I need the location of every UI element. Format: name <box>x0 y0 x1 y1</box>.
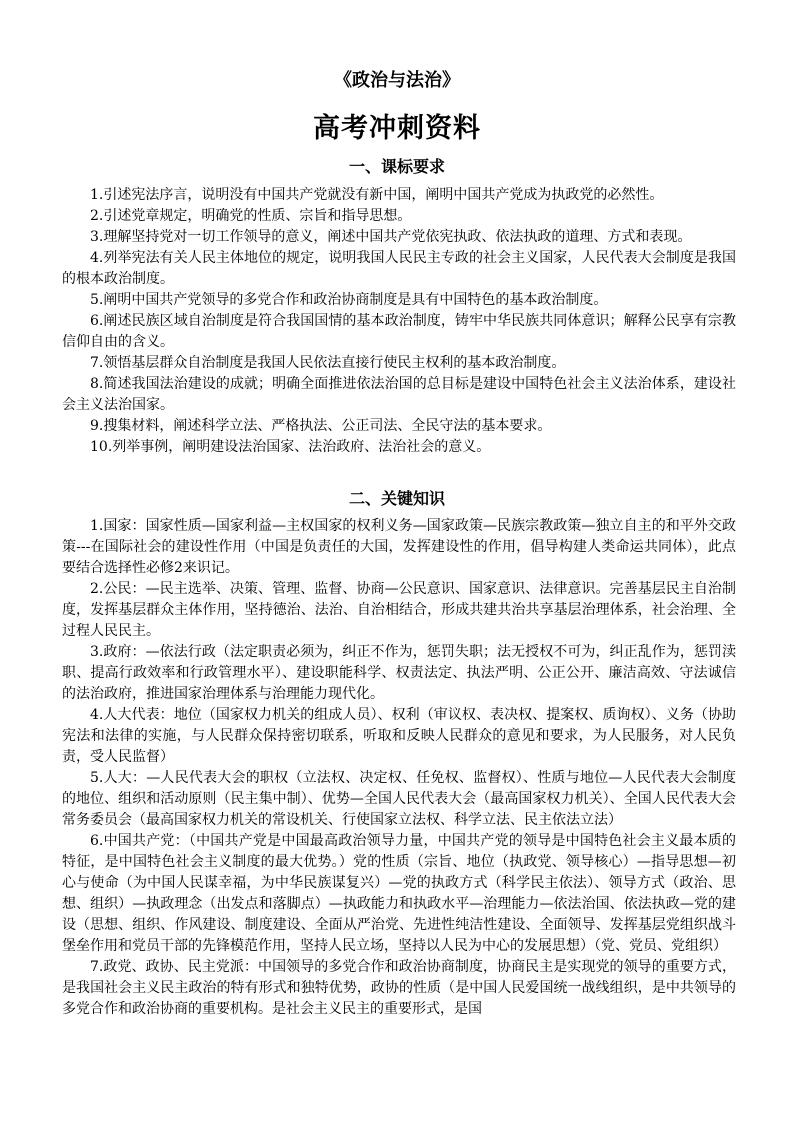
list-item: 6.阐述民族区域自治制度是符合我国国情的基本政治制度，铸牢中华民族共同体意识；解释公民享有宗教信仰自由的含义。 <box>62 313 736 350</box>
list-item: 2.引述党章规定，明确党的性质、宗旨和指导思想。 <box>90 208 412 224</box>
list-item: 8.简述我国法治建设的成就；明确全面推进依法治国的总目标是建设中国特色社会主义法治体系，建设社会主义法治国家。 <box>62 376 736 413</box>
document-title: 高考冲刺资料 <box>313 113 481 144</box>
list-item: 9.搜集材料，阐述科学立法、严格执法、公正司法、全民守法的基本要求。 <box>90 418 552 434</box>
list-item: 4.人大代表：地位（国家权力机关的组成人员）、权利（审议权、表决权、提案权、质询权）、义务（协助宪法和法律的实施，与人民群众保持密切联系，听取和反映人民群众的意见和要求，为人民服务，对人民负责，受人民监督） <box>62 707 736 765</box>
list-item: 10.列举事例，阐明建设法治国家、法治政府、法治社会的意义。 <box>90 439 491 455</box>
list-item: 5.阐明中国共产党领导的多党合作和政治协商制度是具有中国特色的基本政治制度。 <box>90 292 608 308</box>
section-body-curriculum <box>62 185 736 458</box>
list-item: 3.理解坚持党对一切工作领导的意义，阐述中国共产党依宪执政、依法执政的道理、方式和表现。 <box>90 229 692 245</box>
list-item: 4.列举宪法有关人民主体地位的规定，说明我国人民民主专政的社会主义国家，人民代表大会制度是我国的根本政治制度。 <box>62 250 736 287</box>
list-item: 6.中国共产党：（中国共产党是中国最高政治领导力量，中国共产党的领导是中国特色社会主义最本质的特征，是中国特色社会主义制度的最大优势。）党的性质（宗旨、地位（执政党、领导核心）—指导思想—初心与使命（为中国人民谋幸福，为中华民族谋复兴）—党的执政方式（科学民主依法）、领导方式（政治、思想、组织）—执政理念（出发点和落脚点）—执政能力和执政水平—治理能力—依法治国、依法执政—党的建设（思想、组织、作风建设、制度建设、全面从严治党、先进性纯洁性建设、全面领导、发挥基层党组织战斗堡垒作用和党员干部的先锋模范作用，坚持人民立场，坚持以人民为中心的发展思想）（党、党员、党组织） <box>62 833 736 954</box>
list-item: 1.引述宪法序言，说明没有中国共产党就没有新中国，阐明中国共产党成为执政党的必然性。 <box>90 187 664 203</box>
document-subtitle: 《政治与法治》 <box>334 70 460 91</box>
section-heading-key-knowledge: 二、关键知识 <box>348 489 445 508</box>
list-item: 2.公民：—民主选举、决策、管理、监督、协商—公民意识、国家意识、法律意识。完善基层民主自治制度，发挥基层群众主体作用，坚持德治、法治、自治相结合，形成共建共治共享基层治理体系，社会治理、全过程人民民主。 <box>62 581 736 639</box>
section-heading-curriculum: 一、课标要求 <box>348 157 445 176</box>
list-item: 1.国家：国家性质—国家利益—主权国家的权利义务—国家政策—民族宗教政策—独立自主的和平外交政策---在国际社会的建设性作用（中国是负责任的大国，发挥建设性的作用，倡导构建人类命运共同体），此点要结合选择性必修2来识记。 <box>62 518 736 576</box>
list-item: 5.人大：—人民代表大会的职权（立法权、决定权、任免权、监督权）、性质与地位—人民代表大会制度的地位、组织和活动原则（民主集中制）、优势—全国人民代表大会（最高国家权力机关）、全国人民代表大会常务委员会（最高国家权力机关的常设机关、行使国家立法权、科学立法、民主依法立法） <box>62 770 736 828</box>
list-item: 7.领悟基层群众自治制度是我国人民依法直接行使民主权利的基本政治制度。 <box>90 355 566 371</box>
list-item: 7.政党、政协、民主党派：中国领导的多党合作和政治协商制度，协商民主是实现党的领导的重要方式，是我国社会主义民主政治的特有形式和独特优势，政协的性质（是中国人民爱国统一战线组织，是中共领导的多党合作和政治协商的重要机构。是社会主义民主的重要形式，是国 <box>62 959 736 1017</box>
list-item: 3.政府：—依法行政（法定职责必须为，纠正不作为，惩罚失职；法无授权不可为，纠正乱作为，惩罚渎职、提高行政效率和行政管理水平）、建设职能科学、权责法定、执法严明、公正公开、廉洁高效、守法诚信的法治政府，推进国家治理体系与治理能力现代化。 <box>62 644 736 702</box>
section-body-key-knowledge <box>62 516 736 1020</box>
